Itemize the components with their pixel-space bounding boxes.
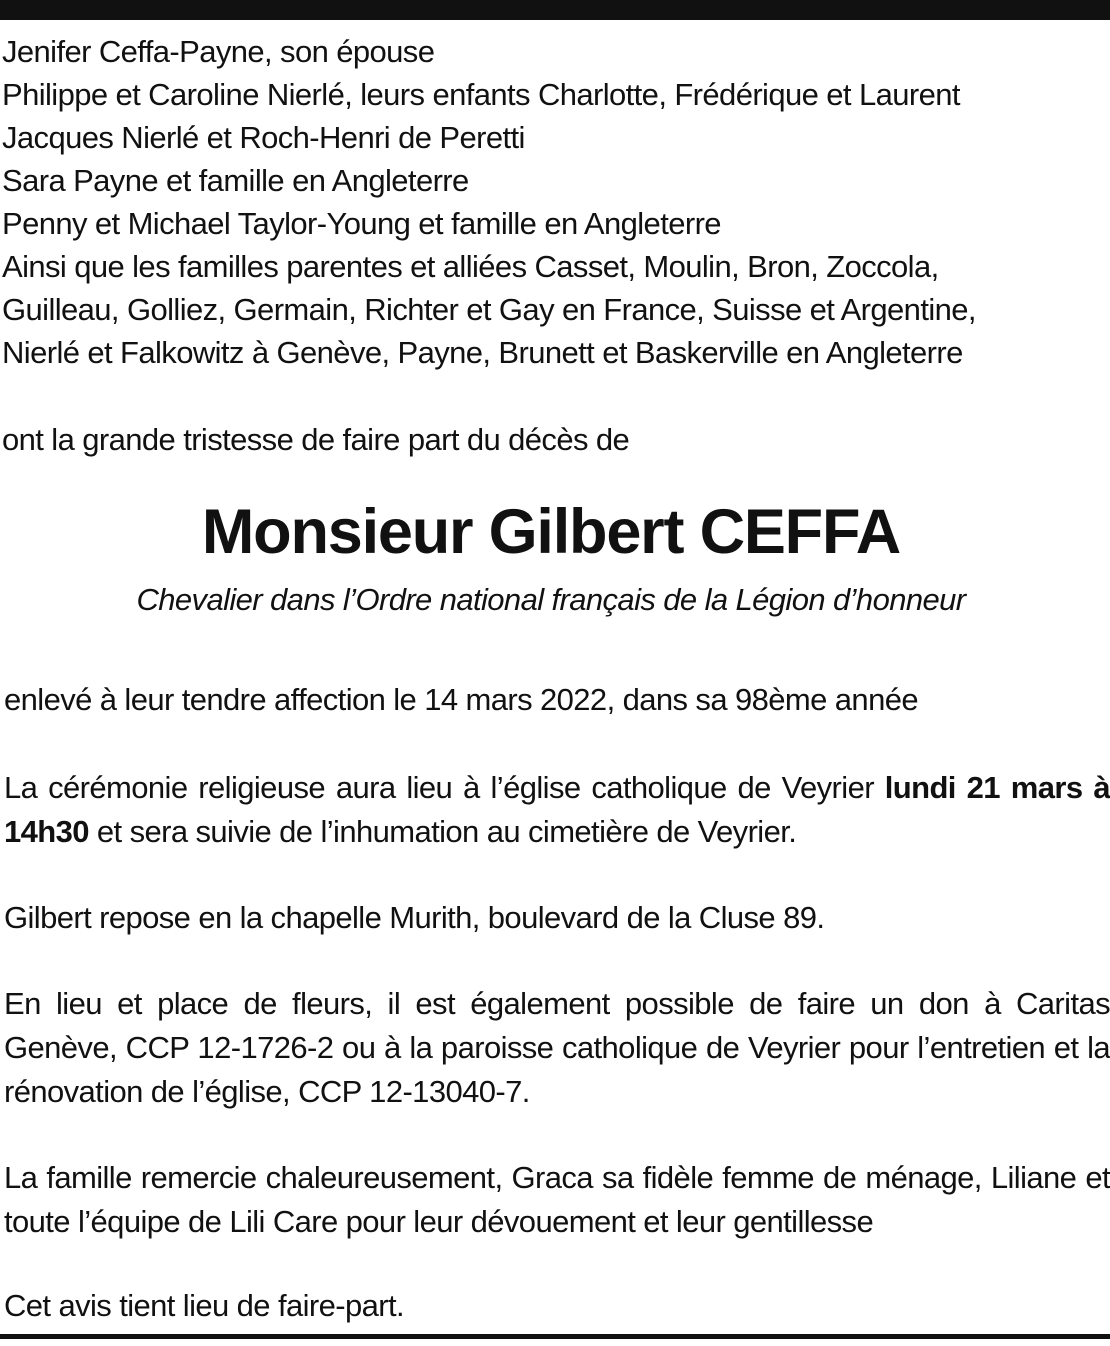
top-border-rule xyxy=(0,0,1110,20)
bottom-border-rule xyxy=(0,1334,1110,1339)
family-line: Sara Payne et famille en Angleterre xyxy=(2,163,469,198)
family-line: Penny et Michael Taylor-Young et famille en Angleterre xyxy=(2,206,721,241)
thanks-paragraph: La famille remercie chaleureusement, Graca sa fidèle femme de ménage, Liliane et toute l’équipe de Lili Care pour leur dévouement et leur gentillesse xyxy=(4,1160,1110,1239)
donations-paragraph: En lieu et place de fleurs, il est également possible de faire un don à Caritas Genève, CCP 12-1726-2 ou à la paroisse catholique de Veyrier pour l’entretien et la rénovation de l’église, CCP 12-13040-7. xyxy=(4,986,1110,1109)
ceremony-datetime: lundi 21 mars à 14h30 xyxy=(4,770,1110,849)
family-line: Jenifer Ceffa-Payne, son épouse xyxy=(2,34,435,69)
repose-paragraph: Gilbert repose en la chapelle Murith, boulevard de la Cluse 89. xyxy=(4,900,825,935)
family-line: Nierlé et Falkowitz à Genève, Payne, Brunett et Baskerville en Angleterre xyxy=(2,335,963,370)
deceased-distinction: Chevalier dans l’Ordre national français de la Légion d’honneur xyxy=(136,582,966,617)
ceremony-intro: La cérémonie religieuse aura lieu à l’église catholique de Veyrier xyxy=(4,770,885,805)
obituary-notice xyxy=(0,30,1110,1323)
deceased-name: Monsieur Gilbert CEFFA xyxy=(201,497,901,567)
family-list xyxy=(0,30,1110,374)
announcement-text: ont la grande tristesse de faire part du décès de xyxy=(2,422,630,457)
death-notice: enlevé à leur tendre affection le 14 mars 2022, dans sa 98ème année xyxy=(4,682,918,717)
ceremony-burial: et sera suivie de l’inhumation au cimetière de Veyrier. xyxy=(88,814,797,849)
ceremony-paragraph xyxy=(4,766,1110,854)
closing-paragraph: Cet avis tient lieu de faire-part. xyxy=(4,1288,405,1323)
family-line: Ainsi que les familles parentes et alliées Casset, Moulin, Bron, Zoccola, xyxy=(2,249,939,284)
family-line: Philippe et Caroline Nierlé, leurs enfants Charlotte, Frédérique et Laurent xyxy=(2,77,960,112)
family-line: Jacques Nierlé et Roch-Henri de Peretti xyxy=(2,120,525,155)
family-line: Guilleau, Golliez, Germain, Richter et Gay en France, Suisse et Argentine, xyxy=(2,292,976,327)
